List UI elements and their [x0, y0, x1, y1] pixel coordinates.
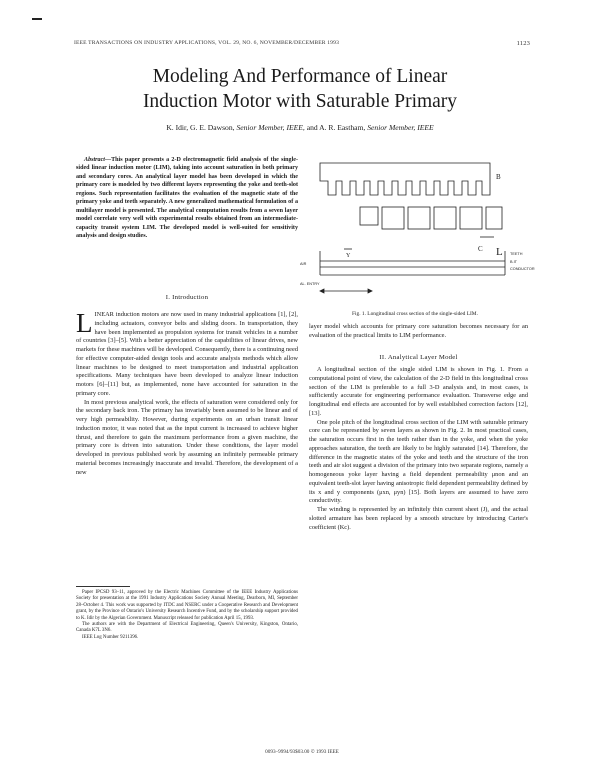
label-teeth: TEETH	[510, 252, 523, 256]
figure-1	[300, 155, 535, 309]
label-conductor: CONDUCTOR	[510, 267, 535, 271]
label-back-iron: AL. ENTRY	[300, 282, 320, 286]
crop-mark	[32, 18, 42, 20]
model-paragraph-3: The winding is represented by an infinitely thin current sheet (J), and the actual slotted armature has been replaced by a smooth structure by introducing Carter's coefficient (Kc).	[309, 506, 528, 531]
label-c: C	[478, 245, 483, 253]
analytical-model-body	[309, 366, 528, 532]
footnote-2: The authors are with the Department of Electrical Engineering, Queen's University, Kingston, Ontario, Canada K7L 3N6.	[76, 622, 298, 634]
author-2: and A. R. Eastham,	[306, 123, 366, 132]
intro-continuation: layer model which accounts for primary core saturation becomes necessary for an evaluation of the practical limits to LIM performance.	[309, 323, 528, 339]
right-column-body	[309, 323, 528, 341]
coil-block-5	[460, 207, 482, 229]
label-sheet: B.IT	[510, 260, 517, 264]
abstract-text: This paper presents a 2-D electromagnetic field analysis of the single-sided linear induction motor (LIM), taking into account saturation in both primary and secondary cores. An analytical layer model has been developed in which the primary core is modeled by two different layers representing the yoke and teeth-slot regions. Such representation facilitates the evaluation of the magnetic state of the primary yoke and teeth separately. A new generalized mathematical formulation of a multilayer model is presented. The analytical computation results from a seven layer model correlate very well with experimental results obtained from an intermediate-capacity transit system LIM. The developed model is well-suited for sensitivity analysis and design studies.	[76, 157, 298, 240]
coil-block-4	[434, 207, 456, 229]
page-number: 1123	[516, 40, 530, 47]
title-line-2: Induction Motor with Saturable Primary	[142, 91, 458, 112]
author-1-role: Senior Member, IEEE,	[236, 123, 305, 132]
footnote-rule	[76, 586, 130, 587]
model-paragraph-2: One pole pitch of the longitudinal cross section of the LIM with saturable primary core can be represented by seven layers as shown in Fig. 2. In most practical cases, the saturation occurs first in the teeth rather than in the yoke, and when the yoke approaches saturation, the teeth are likely to be highly saturated [14]. Therefore, the difference in the magnetic states of the yoke and teeth and the structure of the iron teeth and air slot suggest a division of the primary into two separate regions, namely a homogeneous yoke layer having a field dependent permeability μnon and an equivalent teeth-slot layer having anisotropic field dependent permeability defined by its x and y components (μxn, μyn) [15]. Both layers are assumed to have zero conductivity.	[309, 418, 528, 505]
journal-name: IEEE TRANSACTIONS ON INDUSTRY APPLICATIONS, VOL. 29, NO. 6, NOVEMBER/DECEMBER 1993	[74, 40, 340, 46]
label-l: L	[496, 246, 503, 258]
coil-block-1	[360, 207, 378, 225]
paper-title	[60, 64, 540, 114]
label-y: Y	[346, 253, 351, 259]
intro-paragraph-1: INEAR induction motors are now used in many industrial applications [1], [2], including actuators, conveyor belts and sliding doors. In transportation, they have been implemented as propulsion systems for transit vehicles in a number of countries [3]–[5]. With a better appreciation of the capabilities of linear drives, new markets for these machines will be developed. Consequently, there is a continuing need for effective computer-aided design tools and accurate analysis methods which allow linear machines to be designed to meet transportation and industrial application specifications. Many techniques have been developed to analyze linear induction motors [6]–[11] but, as implemented, none have accounted for saturation in the primary core.	[76, 311, 298, 397]
model-paragraph-1: A longitudinal section of the single sided LIM is shown in Fig. 1. From a computational point of view, the calculation of the 2-D field in this longitudinal cross section of the LIM is preferable to a full 3-D analysis and, in most cases, is sufficiently accurate for engineering performance evaluation. Transverse edge and longitudinal end effects are accounted for by well established correction factors [12], [13].	[309, 366, 528, 417]
coil-block-2	[382, 207, 404, 229]
ieee-log-number: IEEE Log Number 9211396.	[82, 634, 139, 640]
introduction-body	[76, 308, 298, 477]
coil-block-6	[486, 207, 502, 229]
section-heading-introduction: I. Introduction	[165, 294, 209, 301]
footnote-1: Paper IPCSD 93–11, approved by the Electric Machines Committee of the IEEE Industry Applications Society for presentation at the 1991 Industry Applications Society Annual Meeting, Dearborn, MI, September 28–October 4. This work was supported by ITDC and NSERC under a Cooperative Research and Development grant, by the Province of Ontario's University Research Incentive Fund, and by the scholarship support provided to K. Idir by the Algerian Government. Manuscript released for publication April 15, 1993.	[76, 590, 298, 621]
running-head	[74, 40, 530, 50]
intro-paragraph-2: In most previous analytical work, the effects of saturation were considered only for the secondary back iron. The primary has invariably been assumed to be linear and of very high permeability. However, during experiments on an urban transit linear induction motor, it was noted that as the input current is increased to achieve higher thrust, and therefore to gain the maximum performance from a given machine, the primary core is driven into saturation. Under these conditions, the layer model developed in previous published work by assuming an infinitely permeable primary material becomes increasingly inaccurate and invalid. Therefore, the development of a new	[76, 398, 298, 476]
figure-1-caption: Fig. 1. Longitudinal cross section of the single-sided LIM.	[352, 311, 478, 317]
footnotes	[76, 590, 298, 641]
primary-core-outline	[320, 163, 490, 195]
label-air: AIR	[300, 262, 307, 266]
author-2-role: Senior Member, IEEE	[367, 123, 434, 132]
author-1: K. Idir, G. E. Dawson,	[166, 123, 235, 132]
drop-cap: L	[76, 308, 93, 338]
coil-block-3	[408, 207, 430, 229]
figure-1-drawing	[300, 155, 535, 309]
section-heading-analytical-layer-model: II. Analytical Layer Model	[379, 354, 458, 361]
abstract-lead: Abstract—	[84, 157, 112, 163]
abstract	[76, 156, 298, 241]
author-line	[60, 123, 540, 132]
copyright-code: 0093–9994/93$03.00 © 1993 IEEE	[265, 749, 339, 755]
title-line-1: Modeling And Performance of Linear	[152, 66, 448, 87]
label-b: B	[496, 173, 501, 181]
